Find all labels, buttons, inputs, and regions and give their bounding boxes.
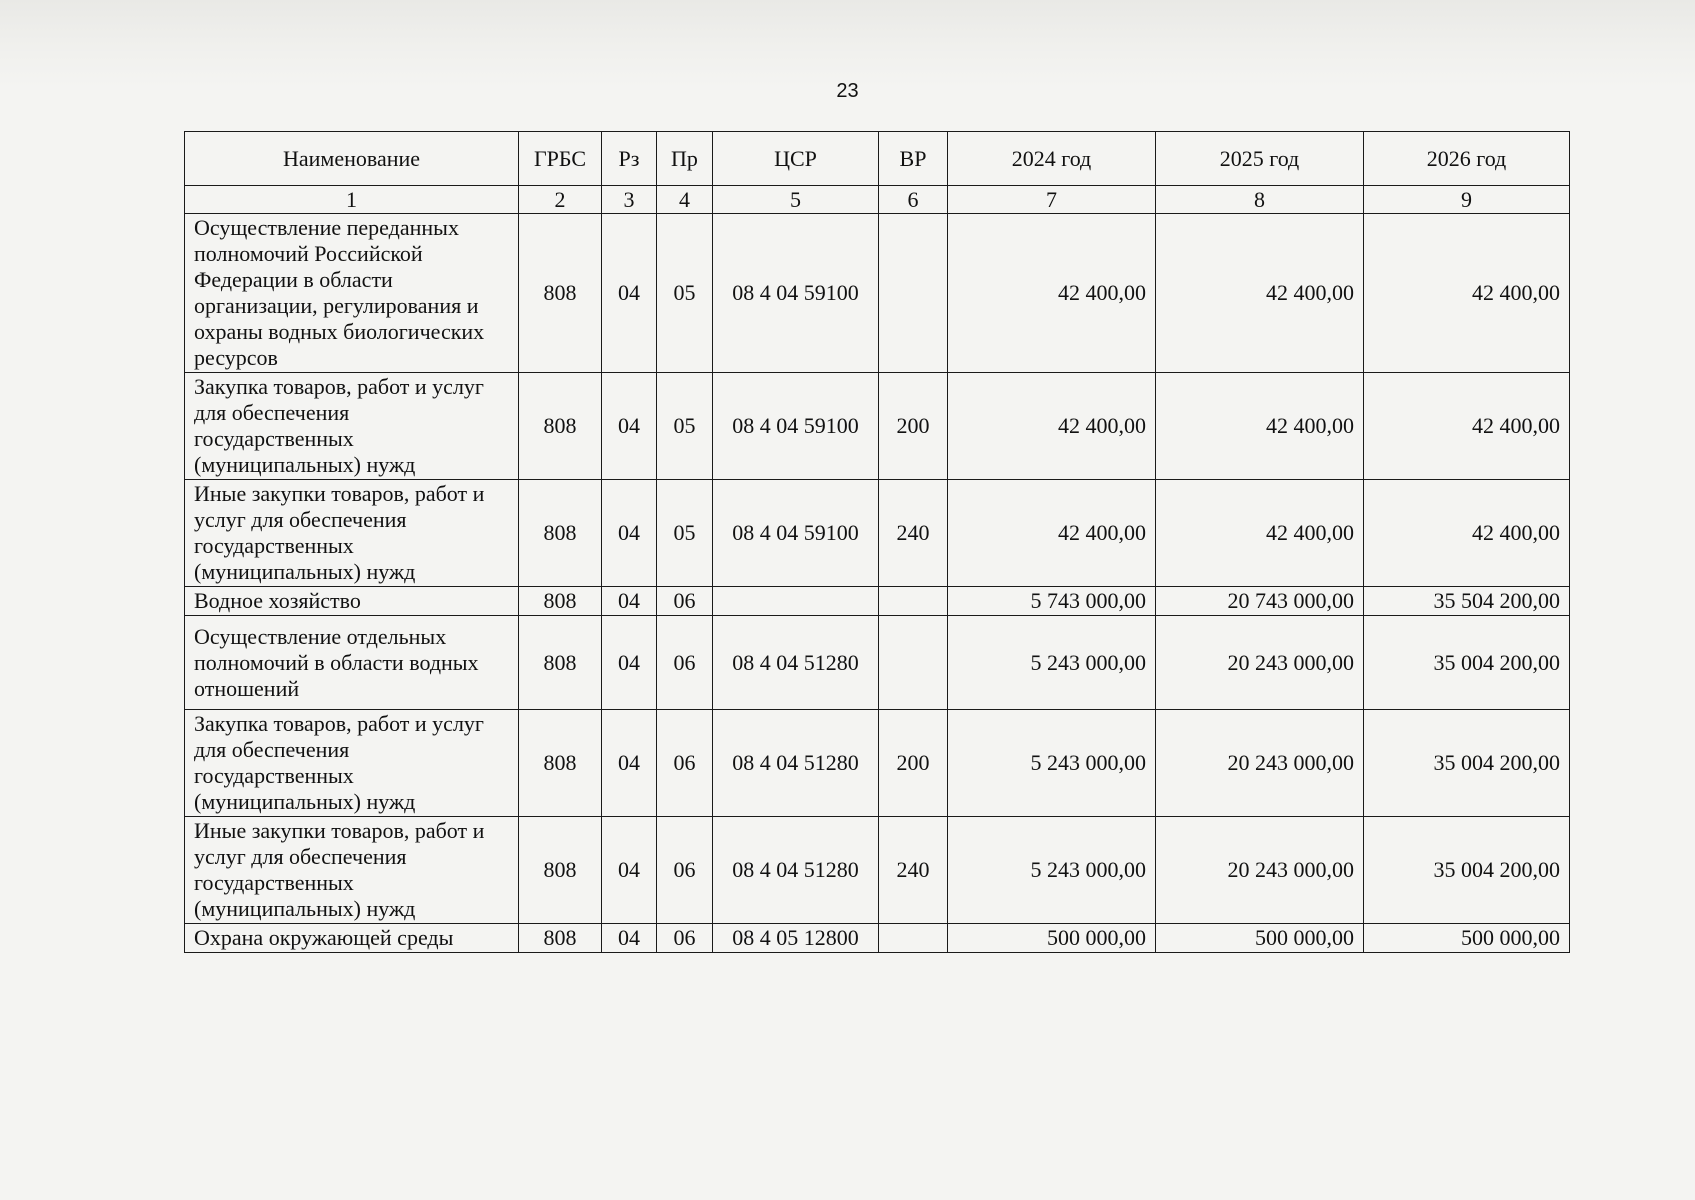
header-csr: ЦСР: [713, 132, 879, 186]
table-row: [185, 710, 1570, 817]
column-number: 9: [1364, 186, 1570, 214]
row-2026: 35 504 200,00: [1364, 587, 1570, 616]
table-row: [185, 616, 1570, 710]
scan-top-shading: [0, 0, 1695, 90]
row-vr: 240: [879, 480, 948, 587]
header-pr: Пр: [657, 132, 713, 186]
row-rz: 04: [602, 616, 657, 710]
column-number: 6: [879, 186, 948, 214]
header-vr: ВР: [879, 132, 948, 186]
row-csr: 08 4 04 59100: [713, 214, 879, 373]
row-2026: 42 400,00: [1364, 373, 1570, 480]
row-csr: 08 4 05 12800: [713, 924, 879, 953]
row-pr: 06: [657, 710, 713, 817]
column-number: 3: [602, 186, 657, 214]
row-pr: 05: [657, 480, 713, 587]
row-2024: 5 243 000,00: [948, 710, 1156, 817]
row-name: Водное хозяйство: [185, 587, 519, 616]
row-name: Закупка товаров, работ и услуг для обеспечения государственных (муниципальных) нужд: [185, 710, 519, 817]
row-csr: 08 4 04 51280: [713, 616, 879, 710]
row-2025: 42 400,00: [1156, 214, 1364, 373]
row-2026: 35 004 200,00: [1364, 616, 1570, 710]
row-grbs: 808: [519, 924, 602, 953]
column-number-row: [185, 186, 1570, 214]
row-pr: 06: [657, 924, 713, 953]
row-2026: 35 004 200,00: [1364, 817, 1570, 924]
row-2025: 20 243 000,00: [1156, 616, 1364, 710]
row-grbs: 808: [519, 710, 602, 817]
row-rz: 04: [602, 214, 657, 373]
row-grbs: 808: [519, 480, 602, 587]
row-2025: 20 243 000,00: [1156, 817, 1364, 924]
row-2024: 42 400,00: [948, 214, 1156, 373]
table-row: [185, 480, 1570, 587]
column-number: 1: [185, 186, 519, 214]
row-2024: 5 743 000,00: [948, 587, 1156, 616]
header-2025: 2025 год: [1156, 132, 1364, 186]
row-grbs: 808: [519, 373, 602, 480]
row-name: Иные закупки товаров, работ и услуг для обеспечения государственных (муниципальных) нужд: [185, 480, 519, 587]
row-2026: 42 400,00: [1364, 480, 1570, 587]
row-rz: 04: [602, 817, 657, 924]
column-number: 4: [657, 186, 713, 214]
table-row: [185, 373, 1570, 480]
row-grbs: 808: [519, 817, 602, 924]
column-number: 7: [948, 186, 1156, 214]
column-number: 8: [1156, 186, 1364, 214]
header-name: Наименование: [185, 132, 519, 186]
row-name: Иные закупки товаров, работ и услуг для обеспечения государственных (муниципальных) нужд: [185, 817, 519, 924]
row-grbs: 808: [519, 587, 602, 616]
row-grbs: 808: [519, 616, 602, 710]
row-2026: 35 004 200,00: [1364, 710, 1570, 817]
row-2026: 500 000,00: [1364, 924, 1570, 953]
row-vr: 200: [879, 373, 948, 480]
row-csr: 08 4 04 51280: [713, 710, 879, 817]
row-pr: 06: [657, 817, 713, 924]
row-csr: 08 4 04 59100: [713, 373, 879, 480]
row-2025: 500 000,00: [1156, 924, 1364, 953]
row-vr: 200: [879, 710, 948, 817]
row-rz: 04: [602, 373, 657, 480]
page-number: 23: [836, 80, 859, 102]
row-vr: 240: [879, 817, 948, 924]
row-csr: 08 4 04 59100: [713, 480, 879, 587]
header-row: [185, 132, 1570, 186]
budget-table: [184, 131, 1570, 953]
row-2025: 42 400,00: [1156, 373, 1364, 480]
row-name: Осуществление переданных полномочий Российской Федерации в области организации, регулирования и охраны водных биологических ресурсов: [185, 214, 519, 373]
row-rz: 04: [602, 710, 657, 817]
row-pr: 05: [657, 373, 713, 480]
row-2024: 42 400,00: [948, 480, 1156, 587]
table-row: [185, 587, 1570, 616]
row-vr: [879, 214, 948, 373]
row-pr: 06: [657, 587, 713, 616]
header-rz: Рз: [602, 132, 657, 186]
row-pr: 05: [657, 214, 713, 373]
row-csr: 08 4 04 51280: [713, 817, 879, 924]
row-2024: 42 400,00: [948, 373, 1156, 480]
row-name: Охрана окружающей среды: [185, 924, 519, 953]
table-row: [185, 924, 1570, 953]
row-name: Закупка товаров, работ и услуг для обеспечения государственных (муниципальных) нужд: [185, 373, 519, 480]
row-rz: 04: [602, 587, 657, 616]
row-2025: 20 743 000,00: [1156, 587, 1364, 616]
column-number: 5: [713, 186, 879, 214]
header-grbs: ГРБС: [519, 132, 602, 186]
row-2026: 42 400,00: [1364, 214, 1570, 373]
header-2026: 2026 год: [1364, 132, 1570, 186]
row-vr: [879, 924, 948, 953]
row-vr: [879, 587, 948, 616]
row-grbs: 808: [519, 214, 602, 373]
table-row: [185, 214, 1570, 373]
row-rz: 04: [602, 924, 657, 953]
row-2025: 20 243 000,00: [1156, 710, 1364, 817]
row-2024: 5 243 000,00: [948, 817, 1156, 924]
header-2024: 2024 год: [948, 132, 1156, 186]
row-rz: 04: [602, 480, 657, 587]
table-row: [185, 817, 1570, 924]
row-csr: [713, 587, 879, 616]
row-2024: 500 000,00: [948, 924, 1156, 953]
row-2024: 5 243 000,00: [948, 616, 1156, 710]
column-number: 2: [519, 186, 602, 214]
row-vr: [879, 616, 948, 710]
row-name: Осуществление отдельных полномочий в области водных отношений: [185, 616, 519, 710]
row-2025: 42 400,00: [1156, 480, 1364, 587]
row-pr: 06: [657, 616, 713, 710]
